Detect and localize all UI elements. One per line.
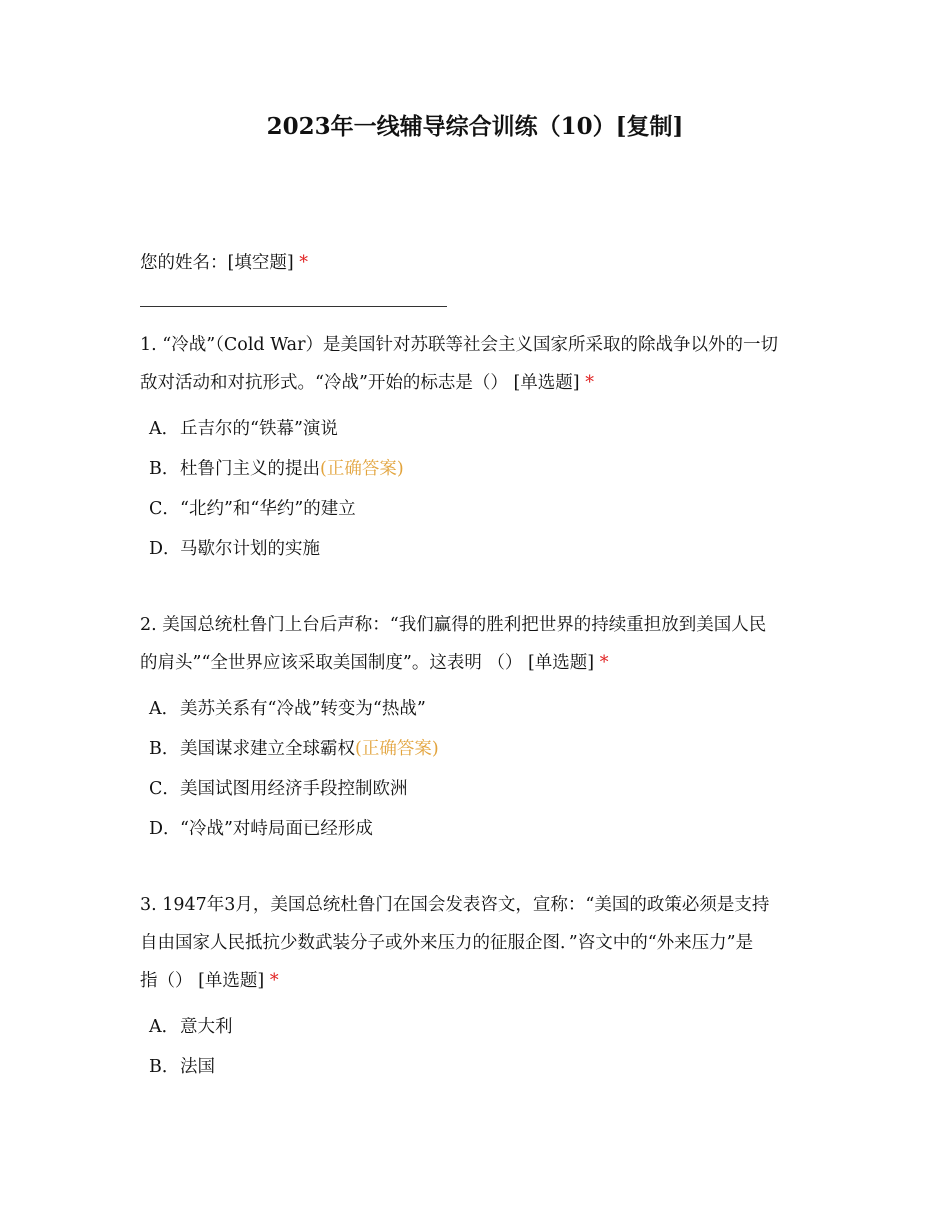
q2-option-b[interactable]: [149, 736, 439, 762]
name-label: 您的姓名：: [140, 253, 228, 273]
option-letter: C．: [149, 779, 180, 799]
option-text: 马歇尔计划的实施: [180, 539, 320, 559]
question-1-text-line-2: 敌对活动和对抗形式。“冷战”开始的标志是（） [单选题] *: [140, 373, 594, 393]
q1-option-d[interactable]: [149, 536, 320, 562]
option-letter: A．: [149, 1017, 180, 1037]
question-type-tag: [单选题]: [198, 971, 265, 991]
required-mark: *: [585, 373, 594, 393]
option-letter: A．: [149, 419, 180, 439]
q1-option-b[interactable]: [149, 456, 404, 482]
question-3-text-line-1: 3. 1947年3月，美国总统杜鲁门在国会发表咨文，宣称：“美国的政策必须是支持: [140, 895, 770, 915]
option-text: 丘吉尔的“铁幕”演说: [180, 419, 338, 439]
option-text: “冷战”对峙局面已经形成: [180, 819, 373, 839]
option-text: 美国试图用经济手段控制欧洲: [180, 779, 408, 799]
option-text: “北约”和“华约”的建立: [180, 499, 356, 519]
name-question: [140, 250, 308, 276]
q3-option-b[interactable]: [149, 1054, 215, 1080]
option-text: 美国谋求建立全球霸权: [180, 739, 355, 759]
q2-option-a[interactable]: [149, 696, 426, 722]
option-text: 杜鲁门主义的提出: [180, 459, 320, 479]
question-1-text-line-1: 1. “冷战”（Cold War）是美国针对苏联等社会主义国家所采取的除战争以外的一切: [140, 335, 778, 355]
question-3-text-line-3: 指（） [单选题] *: [140, 971, 279, 991]
option-letter: A．: [149, 699, 180, 719]
correct-answer-note: (正确答案): [355, 739, 439, 759]
question-type-tag: [单选题]: [527, 653, 595, 673]
option-letter: C．: [149, 499, 180, 519]
question-3-text-line-2: 自由国家人民抵抗少数武装分子或外来压力的征服企图．”咨文中的“外来压力”是: [140, 933, 754, 953]
option-letter: B．: [149, 459, 180, 479]
option-letter: D．: [149, 819, 181, 839]
question-type-tag: [单选题]: [513, 373, 580, 393]
required-mark: *: [299, 253, 308, 273]
option-text: 意大利: [180, 1017, 233, 1037]
option-letter: D．: [149, 539, 181, 559]
required-mark: *: [599, 653, 609, 673]
q2-option-d[interactable]: [149, 816, 373, 842]
q2-option-c[interactable]: [149, 776, 408, 802]
required-mark: *: [269, 971, 279, 991]
option-text: 美苏关系有“冷战”转变为“热战”: [180, 699, 426, 719]
option-letter: B．: [149, 739, 180, 759]
question-type-tag: [填空题]: [227, 253, 294, 273]
correct-answer-note: (正确答案): [320, 459, 404, 479]
name-answer-blank[interactable]: [140, 306, 447, 307]
option-text: 法国: [180, 1057, 215, 1077]
question-2-text-line-2: 的肩头”“全世界应该采取美国制度”。这表明 （） [单选题] *: [140, 653, 609, 673]
q1-option-c[interactable]: [149, 496, 356, 522]
option-letter: B．: [149, 1057, 180, 1077]
q3-option-a[interactable]: [149, 1014, 233, 1040]
survey-title: 2023年一线辅导综合训练（10）[复制]: [266, 113, 684, 140]
q1-option-a[interactable]: [149, 416, 338, 442]
question-2-text-line-1: 2. 美国总统杜鲁门上台后声称：“我们赢得的胜利把世界的持续重担放到美国人民: [140, 615, 767, 635]
